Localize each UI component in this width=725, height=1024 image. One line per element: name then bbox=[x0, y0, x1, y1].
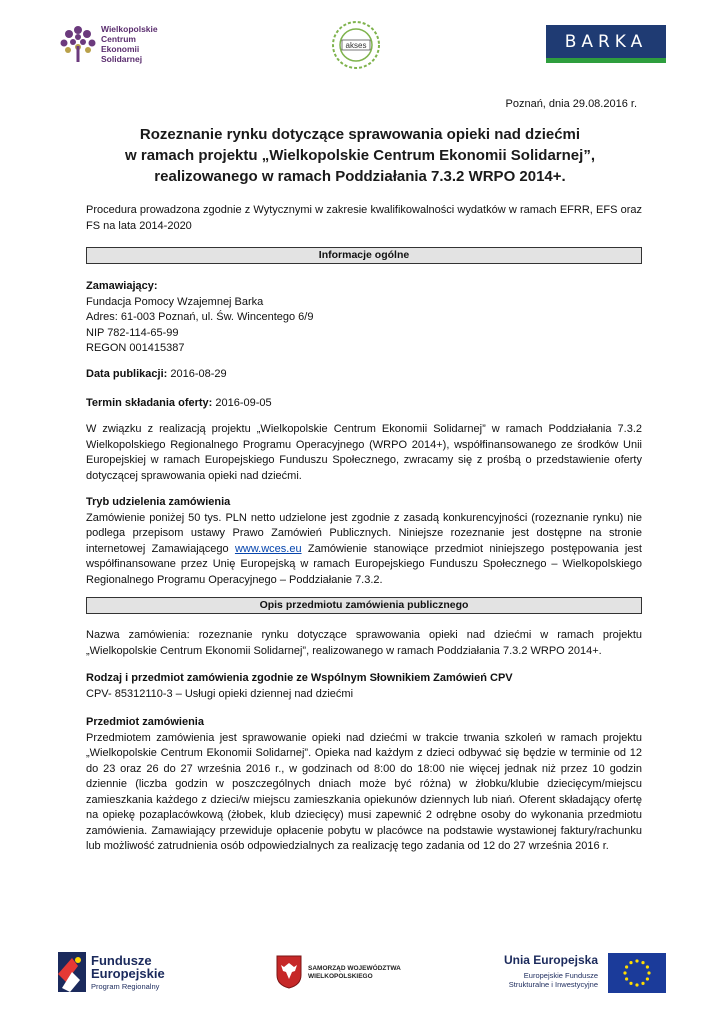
mode-heading: Tryb udzielenia zamówienia bbox=[86, 496, 231, 508]
publication-date bbox=[86, 367, 642, 383]
samorzad-logo bbox=[276, 955, 436, 995]
section-header-description: Opis przedmiotu zamówienia publicznego bbox=[86, 597, 642, 614]
mode-text-before: Zamówienie poniżej 50 tys. PLN netto udzielone jest zgodnie z zasadą konkurencyjności (rozeznanie rynku) nie podlega przepisom ustawy Prawo Zamówień Publicznych. Niniejsze rozeznanie jest dostępne na stronie internetowej Zamawiającego bbox=[86, 511, 642, 555]
barka-logo bbox=[546, 25, 666, 63]
publication-value: 2016-08-29 bbox=[167, 368, 227, 380]
eu-flag-icon bbox=[608, 953, 666, 993]
wces-logo-line: Ekonomii bbox=[101, 44, 140, 54]
wces-link[interactable]: www.wces.eu bbox=[234, 542, 302, 555]
intro-paragraph: W związku z realizacją projektu „Wielkopolskie Centrum Ekonomii Solidarnej” w ramach Poddziałania 7.3.2 Wielkopolskiego Regionalnego Programu Operacyjnego (WRPO 2014+), współfinansowanego ze środków Unii Europejskiej w ramach Europejskiego Funduszu Społecznego, zwracamy się z prośbą o przedstawienie oferty dotyczącej sprawowania opieki nad dziećmi. bbox=[86, 423, 642, 482]
title-line: realizowanego w ramach Poddziałania 7.3.2 WRPO 2014+. bbox=[154, 168, 566, 185]
wces-logo-line: Solidarnej bbox=[101, 54, 143, 64]
orderer-line: REGON 001415387 bbox=[86, 342, 185, 354]
tree-logo-icon bbox=[57, 22, 99, 64]
order-name: Nazwa zamówienia: rozeznanie rynku dotyczące sprawowania opieki nad dziećmi w ramach projektu „Wielkopolskie Centrum Ekonomii Solidarnej”, realizowanego w ramach Poddziałania 7.3.2 WRPO 2014+. bbox=[86, 629, 642, 657]
fundusze-europejskie-logo bbox=[58, 950, 198, 998]
fe-title-line: Fundusze bbox=[91, 953, 152, 968]
wces-logo-line: Wielkopolskie bbox=[101, 24, 158, 34]
deadline-label: Termin składania oferty: bbox=[86, 397, 213, 409]
document-title bbox=[60, 124, 660, 187]
deadline-value: 2016-09-05 bbox=[212, 397, 272, 409]
subject-text: Przedmiotem zamówienia jest sprawowanie opieki nad dziećmi w trakcie trwania szkoleń w ramach projektu „Wielkopolskie Centrum Ekonomii Solidarnej”. Opieka nad każdym z dzieci odbywać się będzie w terminie od 12 do 23 oraz 26 do 27 września 2016 r., w godzinach od 8:00 do 18:00 nie więcej jednak niż przez 10 godzin dziennie (liczba godzin w poszczególnych dniach może być różna) w żłobku/klubie dziecięcym/miejscu zamieszkania każdego z dzieci/w miejscu zamieszkania opiekunów dziennych lub niań. Oferent składający ofertę na opiekę pozaplacówkową (żłobek, klub dziecięcy) musi zapewnić 2 odrębne osoby do wykonania przedmiotu zamówienia. Zamawiający przewiduje opłacenie pobytu w placówce na podstawie wystawionej faktury/rachunku lub możliwość zatrudnienia osób odpowiedzialnych za realizację tego zadania od 12 do 27 września 2016 r. bbox=[86, 731, 642, 852]
cpv-heading: Rodzaj i przedmiot zamówienia zgodnie ze Wspólnym Słownikiem Zamówień CPV bbox=[86, 672, 513, 684]
akses-seal-icon bbox=[331, 20, 381, 70]
akses-logo bbox=[331, 20, 381, 70]
wces-logo bbox=[57, 20, 167, 68]
title-line: w ramach projektu „Wielkopolskie Centrum Ekonomii Solidarnej”, bbox=[125, 147, 595, 164]
cpv-block bbox=[86, 671, 642, 702]
offer-deadline bbox=[86, 396, 642, 412]
fe-subtitle: Program Regionalny bbox=[91, 982, 160, 991]
sw-line: SAMORZĄD WOJEWÓDZTWA bbox=[308, 965, 401, 972]
orderer-line: Adres: 61-003 Poznań, ul. Św. Wincentego 6/9 bbox=[86, 311, 314, 323]
cpv-text: CPV- 85312110-3 – Usługi opieki dziennej nad dziećmi bbox=[86, 687, 354, 700]
orderer-line: Fundacja Pomocy Wzajemnej Barka bbox=[86, 295, 264, 308]
mode-text bbox=[86, 511, 642, 589]
publication-label: Data publikacji: bbox=[86, 368, 168, 380]
barka-logo-text: BARKA bbox=[564, 32, 648, 52]
mode-block bbox=[86, 495, 642, 588]
orderer-block bbox=[86, 279, 642, 357]
orderer-line: NIP 782-114-65-99 bbox=[86, 326, 179, 339]
orderer-label: Zamawiający: bbox=[86, 280, 158, 292]
fe-flag-icon bbox=[58, 952, 86, 992]
ue-title: Unia Europejska bbox=[503, 953, 598, 967]
barka-logo-stripe bbox=[546, 58, 666, 63]
fe-title-line: Europejskie bbox=[91, 966, 165, 981]
wces-logo-line: Centrum bbox=[101, 34, 136, 44]
sw-line: WIELKOPOLSKIEGO bbox=[308, 973, 373, 980]
ue-sub-line: Strukturalne i Inwestycyjne bbox=[508, 980, 598, 989]
eagle-crest-icon bbox=[276, 955, 302, 989]
akses-logo-text: akses bbox=[345, 41, 367, 50]
mode-text-after: Zamówienie stanowiące przedmiot niniejszego postępowania jest współfinansowane przez Unię Europejską w ramach Europejskiego Funduszu Społecznego – Wielkopolskiego Regionalnego Programu Operacyjnego – Poddziałanie 7.3.2. bbox=[86, 542, 642, 586]
procedure-note: Procedura prowadzona zgodnie z Wytycznymi w zakresie kwalifikowalności wydatków w ramach EFRR, EFS oraz FS na lata 2014-2020 bbox=[86, 204, 642, 232]
title-line: Rozeznanie rynku dotyczące sprawowania opieki nad dziećmi bbox=[139, 126, 581, 143]
unia-europejska-logo bbox=[498, 953, 668, 997]
document-date: Poznań, dnia 29.08.2016 r. bbox=[505, 98, 637, 110]
ue-sub-line: Europejskie Fundusze bbox=[523, 971, 598, 980]
section-header-general: Informacje ogólne bbox=[86, 247, 642, 264]
subject-heading: Przedmiot zamówienia bbox=[86, 716, 204, 728]
subject-block bbox=[86, 715, 642, 855]
